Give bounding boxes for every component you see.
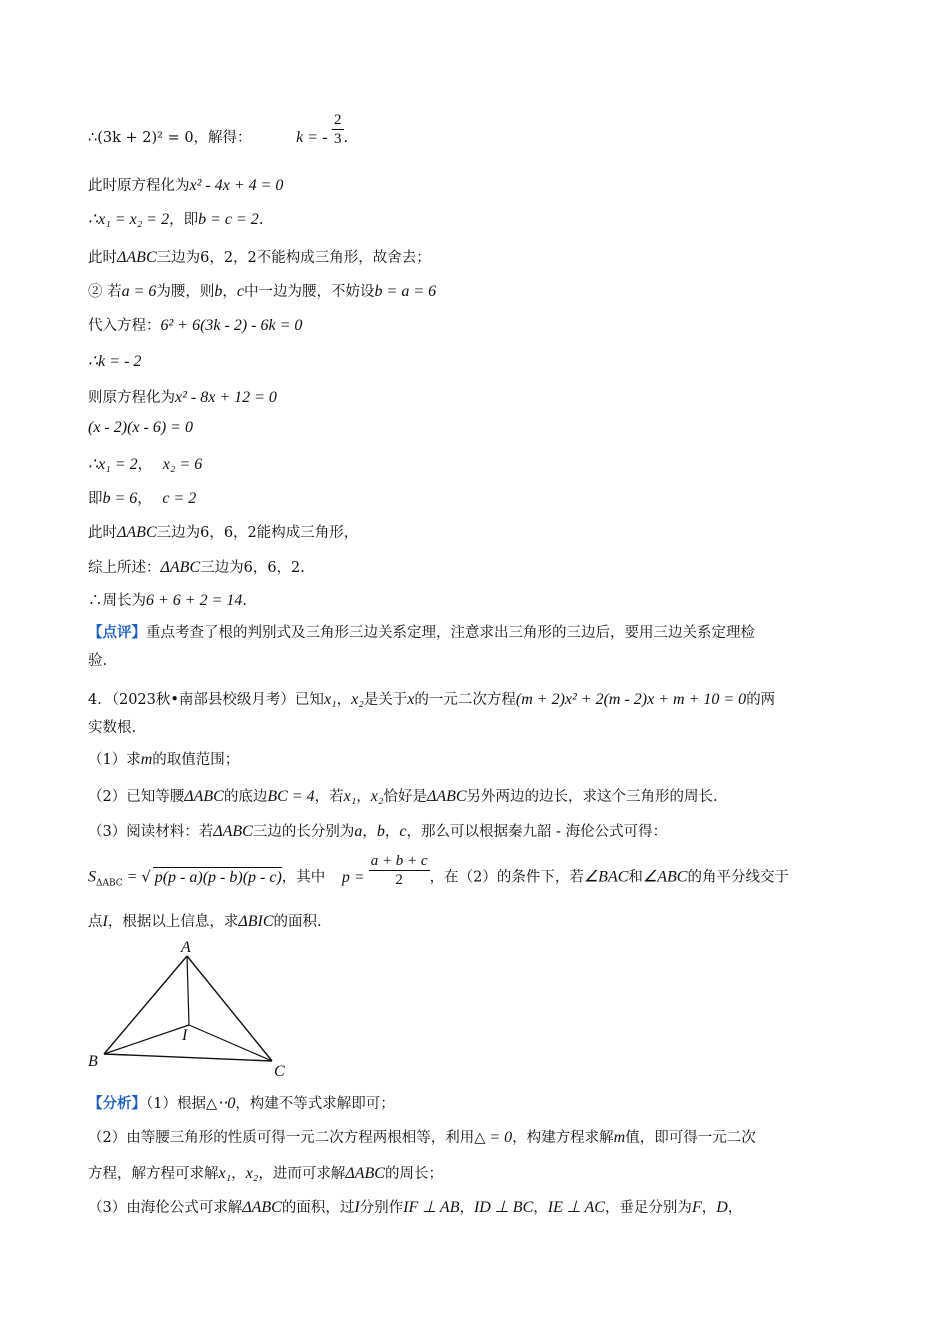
line-3: ∴x₁ = x₂ = 2，即b = c = 2. — [88, 211, 264, 228]
analysis-line-2: （2）由等腰三角形的性质可得一元二次方程两根相等，利用△ = 0，构建方程求解m值，即可得一元二次 — [88, 1129, 756, 1146]
line-13: 综上所述：ΔABC三边为6，6，2. — [88, 559, 305, 576]
line-11: 即b = 6， c = 2 — [88, 490, 197, 507]
fraction-semiperimeter: $\frac{a + b + c}{2}$ — [370, 853, 428, 888]
segment-ci — [189, 1025, 272, 1061]
line-9: (x - 2)(x - 6) = 0 — [88, 419, 193, 436]
line-4: 此时ΔABC三边为6，2，2不能构成三角形，故舍去； — [88, 249, 431, 266]
line-7: ∴k = - 2 — [88, 353, 142, 370]
sqrt-radicand: p(p - a)(p - b)(p - c) — [154, 868, 282, 886]
problem-4-line-1: 4．（2023秋•南部县校级月考）已知x₁，x₂是关于x的一元二次方程(m + 2)x² + 2(m - 2)x + m + 10 = 0的两 — [88, 691, 776, 708]
line-1: ∴(3k + 2)² = 0，解得： k = - $\frac{2}{3}$ . — [88, 111, 349, 147]
part-2: （2）已知等腰ΔABC的底边BC = 4，若x₁，x₂恰好是ΔABC另外两边的边长，求这个三角形的周长. — [88, 788, 718, 805]
heron-formula-line: $S_{\Delta ABC}$ = √ p(p - a)(p - b)(p - c)，其中 p = $\frac{a + b + c}{2}$ ，在（2）的条件下，若∠BAC和∠ABC的角平分线交于 — [88, 853, 789, 889]
review-line-2: 验. — [88, 653, 108, 669]
part-1: （1）求m的取值范围； — [88, 751, 240, 768]
line-5: ② 若a = 6为腰，则b，c中一边为腰，不妨设b = a = 6 — [88, 283, 437, 300]
side-ac — [187, 956, 272, 1061]
analysis-line-3: 方程，解方程可求解x₁，x₂，进而可求解ΔABC的周长； — [88, 1165, 443, 1182]
analysis-tag: 【分析】 — [88, 1095, 146, 1112]
line-8: 则原方程化为x² - 8x + 12 = 0 — [88, 389, 277, 406]
review-line: 【点评】重点考查了根的判别式及三角形三边关系定理，注意求出三角形的三边后，要用三边关系定理检 — [88, 624, 755, 641]
label-a: A — [181, 939, 191, 956]
line-14: ∴周长为6 + 6 + 2 = 14. — [88, 592, 247, 609]
sqrt-sign: √ — [141, 869, 151, 886]
side-bc — [104, 1054, 272, 1061]
line-12: 此时ΔABC三边为6，6，2能构成三角形， — [88, 524, 359, 541]
triangle-figure — [84, 936, 294, 1082]
line-6: 代入方程：6² + 6(3k - 2) - 6k = 0 — [88, 317, 303, 334]
line-2: 此时原方程化为x² - 4x + 4 = 0 — [88, 177, 284, 194]
label-i: I — [182, 1027, 188, 1044]
label-c: C — [274, 1063, 285, 1080]
part-3: （3）阅读材料：若ΔABC三边的长分别为a，b，c，那么可以根据秦九韶 - 海伦公式可得： — [88, 823, 668, 840]
analysis-line-1: 【分析】（1）根据△⋅⋅0，构建不等式求解即可； — [88, 1095, 395, 1112]
segment-ai — [187, 956, 189, 1025]
line-10: ∴x₁ = 2， x₂ = 6 — [88, 456, 203, 473]
analysis-line-4: （3）由海伦公式可求解ΔABC的面积，过I分别作IF ⊥ AB，ID ⊥ BC，IE ⊥ AC，垂足分别为F，D， — [88, 1199, 743, 1216]
label-b: B — [88, 1053, 98, 1070]
review-tag: 【点评】 — [88, 624, 146, 641]
problem-4-line-2: 实数根. — [88, 720, 137, 736]
fraction-two-thirds: $\frac{2}{3}$ — [334, 111, 342, 147]
part-3-line-2: 点I，根据以上信息，求ΔBIC的面积. — [88, 913, 322, 930]
